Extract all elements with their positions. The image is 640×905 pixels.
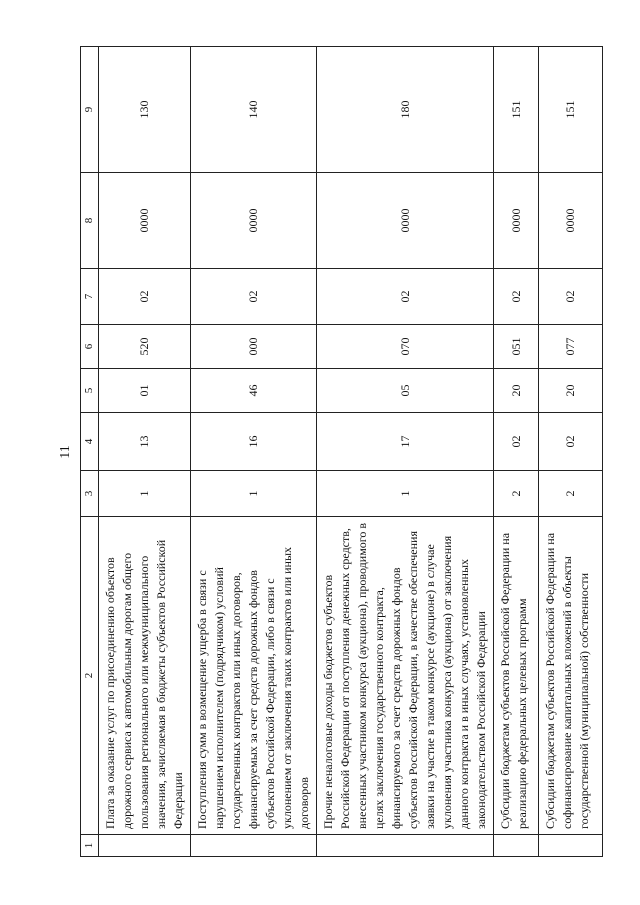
- column-header: 7: [81, 269, 99, 325]
- cell-code-subgroup: 02: [539, 413, 603, 471]
- table-row: [191, 47, 317, 857]
- cell-code-subarticle: 070: [317, 325, 494, 369]
- cell-number: [494, 835, 539, 857]
- cell-code-subgroup: 13: [99, 413, 191, 471]
- column-header: 9: [81, 47, 99, 173]
- column-header: 8: [81, 173, 99, 269]
- column-header: 6: [81, 325, 99, 369]
- cell-code-subarticle: 000: [191, 325, 317, 369]
- cell-code-group: 1: [99, 471, 191, 517]
- cell-code-program: 0000: [494, 173, 539, 269]
- cell-code-subgroup: 02: [494, 413, 539, 471]
- cell-code-subarticle: 077: [539, 325, 603, 369]
- column-header: 3: [81, 471, 99, 517]
- cell-revenue-name: Субсидии бюджетам субъектов Российской Федерации на софинансирование капитальных вложений в объекты государственной (муниципальной) собственности: [539, 517, 603, 835]
- cell-code-element: 02: [539, 269, 603, 325]
- column-header: 1: [81, 835, 99, 857]
- column-header: 2: [81, 517, 99, 835]
- cell-code-article: 20: [539, 369, 603, 413]
- cell-code-article: 46: [191, 369, 317, 413]
- cell-code-subgroup: 17: [317, 413, 494, 471]
- cell-code-program: 0000: [99, 173, 191, 269]
- cell-revenue-name: Плата за оказание услуг по присоединению объектов дорожного сервиса к автомобильным дорогам общего пользования регионального или межмуниципального значения, зачисляемая в бюджеты субъектов Российской Федерации: [99, 517, 191, 835]
- cell-revenue-name: Прочие неналоговые доходы бюджетов субъектов Российской Федерации от поступления денежных средств, внесенных участником конкурса (аукциона), проводимого в целях заключения государственного контракта, финансируемого за счет средств дорожных фондов субъектов Российской Федерации, в качестве обеспечения заявки на участие в таком конкурсе (аукционе) в случае уклонения участника конкурса (аукциона) от заключения данного контракта и в иных случаях, установленных законодательством Российской Федерации: [317, 517, 494, 835]
- cell-code-group: 2: [494, 471, 539, 517]
- cell-code-group: 2: [539, 471, 603, 517]
- cell-number: [191, 835, 317, 857]
- cell-code-subarticle: 051: [494, 325, 539, 369]
- cell-code-kosgu: 140: [191, 47, 317, 173]
- cell-code-element: 02: [99, 269, 191, 325]
- cell-code-program: 0000: [539, 173, 603, 269]
- cell-code-kosgu: 180: [317, 47, 494, 173]
- cell-code-article: 01: [99, 369, 191, 413]
- column-header: 5: [81, 369, 99, 413]
- cell-code-group: 1: [191, 471, 317, 517]
- cell-code-program: 0000: [191, 173, 317, 269]
- column-header: 4: [81, 413, 99, 471]
- cell-code-subarticle: 520: [99, 325, 191, 369]
- cell-number: [317, 835, 494, 857]
- cell-number: [539, 835, 603, 857]
- cell-number: [99, 835, 191, 857]
- table-header-row: [81, 47, 99, 857]
- table-row: [539, 47, 603, 857]
- cell-code-article: 05: [317, 369, 494, 413]
- cell-code-element: 02: [317, 269, 494, 325]
- cell-code-group: 1: [317, 471, 494, 517]
- cell-code-kosgu: 151: [494, 47, 539, 173]
- table-row: [99, 47, 191, 857]
- cell-code-kosgu: 151: [539, 47, 603, 173]
- cell-code-program: 0000: [317, 173, 494, 269]
- cell-code-element: 02: [191, 269, 317, 325]
- rotated-page-content: [80, 47, 591, 857]
- cell-code-article: 20: [494, 369, 539, 413]
- table-row: [317, 47, 494, 857]
- table-row: [494, 47, 539, 857]
- cell-code-subgroup: 16: [191, 413, 317, 471]
- cell-revenue-name: Субсидии бюджетам субъектов Российской Федерации на реализацию федеральных целевых программ: [494, 517, 539, 835]
- cell-code-element: 02: [494, 269, 539, 325]
- cell-code-kosgu: 130: [99, 47, 191, 173]
- budget-classification-table: [80, 46, 603, 857]
- page-number: 11: [58, 445, 73, 459]
- cell-revenue-name: Поступления сумм в возмещение ущерба в связи с нарушением исполнителем (подрядчиком) условий государственных контрактов или иных договоров, финансируемых за счет средств дорожных фондов субъектов Российской Федерации, либо в связи с уклонением от заключения таких контрактов или иных договоров: [191, 517, 317, 835]
